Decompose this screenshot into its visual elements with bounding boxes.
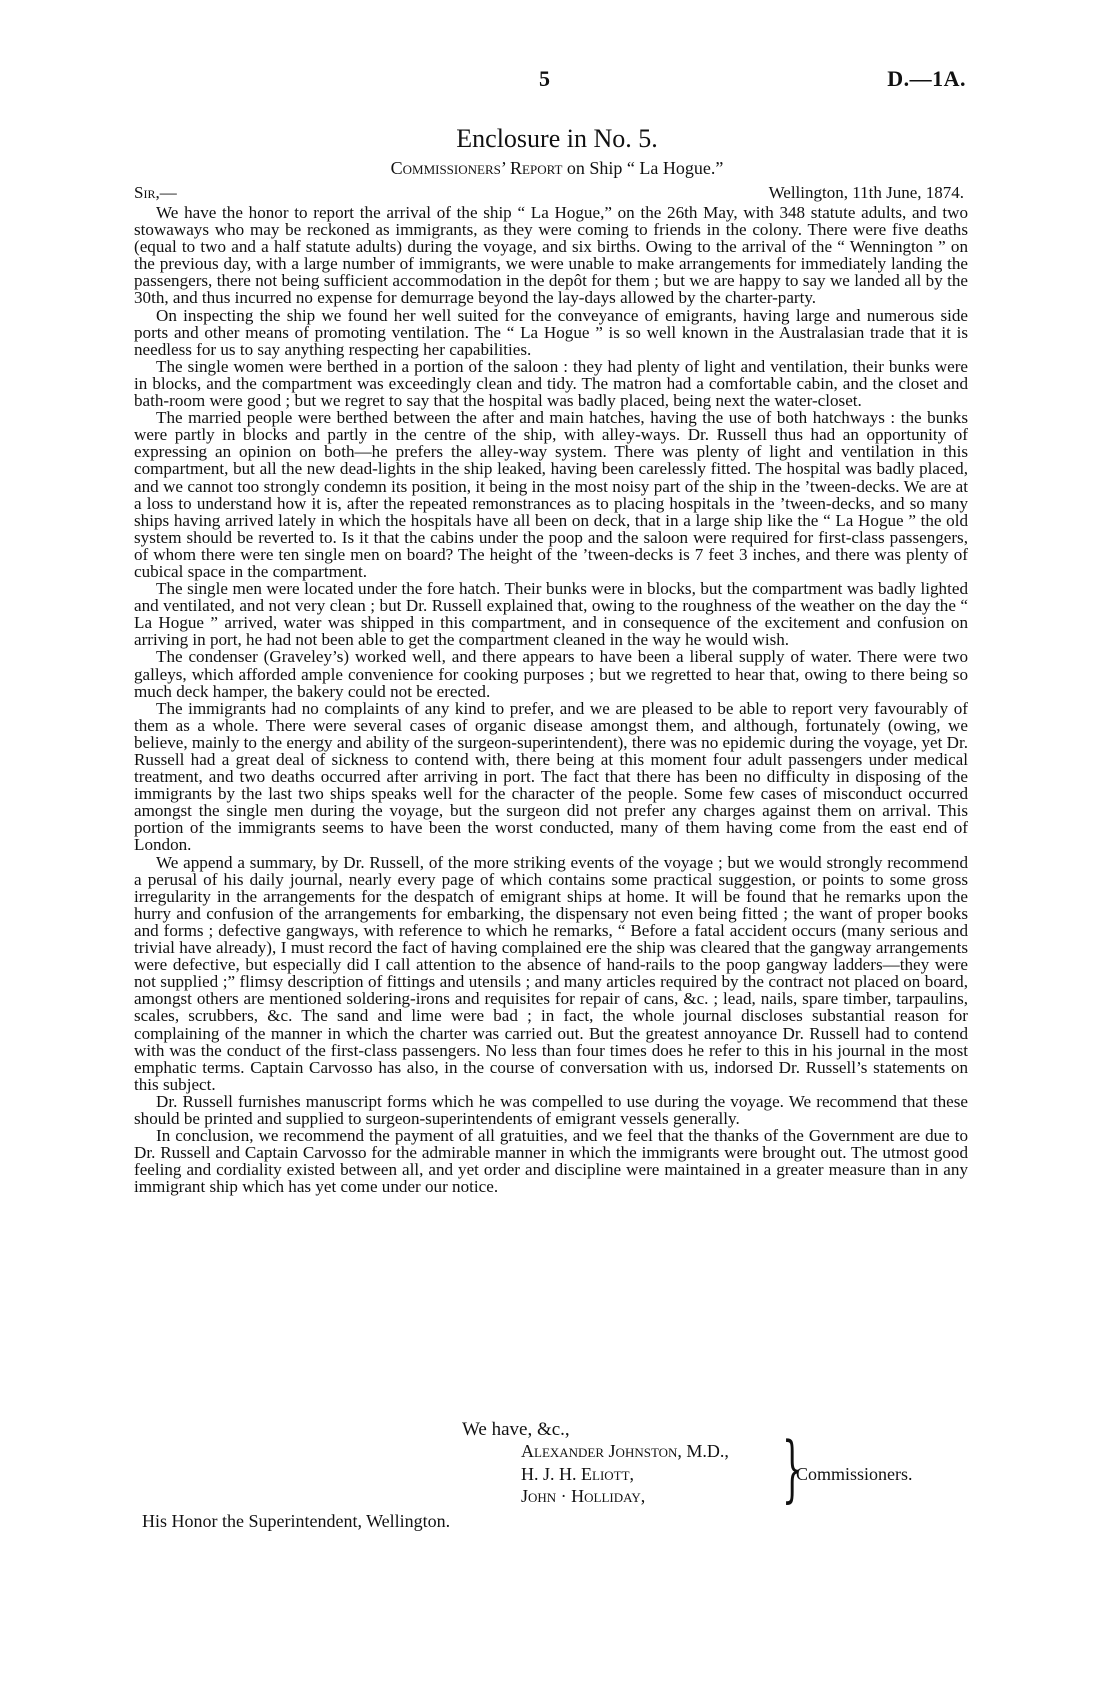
paragraph-inspection: On inspecting the ship we found her well suited for the conveyance of emigrants, having large and numerous side ports and other means of promoting ventilation. The “ La Hogue ” is so well known in the Australasian trade that it is needless for us to say anything respecting her capabilities. — [134, 305, 968, 359]
paragraph-arrival: We have the honor to report the arrival of the ship “ La Hogue,” on the 26th May, with 348 statute adults, and two stowaways who may be reckoned as immigrants, as they were coming to friends in the colony. There were five deaths (equal to two and a half statute adults) during the voyage, and six births. Owing to the arrival of the “ Wennington ” on the previous day, with a large number of immigrants, we were unable to make arrangements for immediately landing the passengers, there not being sufficient accommodation in the depôt for them ; but we are happy to say we landed all by the 30th, and thus incurred no expense for demurrage beyond the lay-days allowed by the charter-party. — [134, 203, 968, 308]
paragraph-married-people: The married people were berthed between the after and main hatches, having the use of both hatchways : the bunks were partly in blocks and partly in the centre of the ship, with alley-ways. Dr. Russell thus had an opportunity of expressing an opinion on both—he prefers the alley-way system. There was plenty of light and ventilation in this compartment, but all the new dead-lights in the ship leaked, having been carelessly fitted. The hospital was badly placed, and we cannot too strongly condemn its position, it being in the most noisy part of the ship in the ’tween-decks. We are at a loss to understand how it is, after the repeated remonstrances as to placing hospitals in the ’tween-decks, and so many ships having arrived lately in which the hospitals have all been on deck, that in a large ship like the “ La Hogue ” the old system should be reverted to. Is it that the cabins under the poop and the saloon were required for first-class passengers, of whom there were ten single men on board? The height of the ’tween-decks is 7 feet 3 inches, and there was plenty of cubical space in the compartment. — [134, 408, 968, 581]
signatory-johnston: Alexander Johnston, M.D., — [521, 1441, 729, 1461]
page-number: 5 — [539, 66, 550, 91]
document-code: D.—1A. — [887, 66, 966, 91]
report-subtitle-rest: on Ship “ La Hogue.” — [562, 158, 724, 178]
dateline: Wellington, 11th June, 1874. — [768, 183, 964, 202]
closing: We have, &c., — [462, 1419, 570, 1440]
paragraph-condenser: The condenser (Graveley’s) worked well, and there appears to have been a liberal supply of water. There were two galleys, which afforded ample convenience for cooking purposes ; but we regretted to hear that, owing to there being so much deck hamper, the bakery could not be erected. — [134, 647, 968, 701]
addressee: His Honor the Superintendent, Wellington. — [142, 1511, 451, 1531]
paragraph-immigrants: The immigrants had no complaints of any kind to prefer, and we are pleased to be able to report very favourably of them as a whole. There were several cases of organic disease amongst them, and although, fortunately (owing, we believe, mainly to the energy and ability of the surgeon-superintendent), there was no epidemic during the voyage, yet Dr. Russell had a great deal of sickness to contend with, there being at this moment four adult passengers under medical treatment, and two deaths occurred after arriving in port. The fact that there has been no difficulty in disposing of the immigrants by the last two ships speaks well for the character of the people. Some few cases of misconduct occurred amongst the single men during the voyage, but the surgeon did not prefer any charges against them on arrival. This portion of the immigrants seems to have been the worst conducted, many of them having come from the east end of London. — [134, 698, 968, 855]
signatories-brace: } — [782, 1426, 803, 1510]
paragraph-single-women: The single women were berthed in a portion of the saloon : they had plenty of light and ventilation, their bunks were in blocks, and the compartment was exceedingly clean and tidy. The matron had a comfortable cabin, and the closet and bath-room were good ; but we regret to say that the hospital was badly placed, being next the water-closet. — [134, 356, 968, 411]
signatory-role: Commissioners. — [796, 1464, 913, 1484]
report-subtitle-prefix: Commissioners’ Report — [390, 158, 563, 178]
signatory-holliday: John · Holliday, — [521, 1486, 646, 1506]
paragraph-summary: We append a summary, by Dr. Russell, of the more striking events of the voyage ; but we would strongly recommend a perusal of his daily journal, nearly every page of which contains some practical suggestion, or points to some gross irregularity in the arrangements for the despatch of emigrant ships at home. It will be found that he remarks upon the hurry and confusion of the arrangements for embarking, the dispensary not even being fitted ; the want of proper books and forms ; defective gangways, with reference to which he remarks, “ Before a fatal accident occurs (many serious and trivial have already), I must record the fact of having complained ere the ship was cleared that the gangway arrangements were defective, but especially did I call attention to the absence of hand-rails to the poop gangway ladders—they were not supplied ;” flimsy description of fittings and utensils ; and many articles required by the contract not placed on board, amongst others are mentioned soldering-irons and requisites for repair of cans, &c. ; lead, nails, spare timber, tarpaulins, scales, scrubbers, &c. The sand and lime were bad ; in fact, the whole journal discloses substantial reason for complaining of the manner in which the charter was carried out. But the greatest annoyance Dr. Russell had to contend with was the conduct of the first-class passengers. No less than four times does he refer to this in his journal in the most emphatic terms. Captain Carvosso has also, in the course of conversation with us, indorsed Dr. Russell’s statements on this subject. — [134, 852, 968, 1094]
paragraph-single-men: The single men were located under the fore hatch. Their bunks were in blocks, but the compartment was badly lighted and ventilated, and not very clean ; but Dr. Russell explained that, owing to the roughness of the weather on the day the “ La Hogue ” arrived, water was shipped in this compartment, and in consequence of the excitement and confusion on arriving in port, he had not been able to get the compartment cleaned in the way he would wish. — [134, 579, 968, 650]
report-subtitle — [0, 158, 1114, 179]
salutation: Sir,— — [134, 183, 177, 202]
letter-body — [134, 204, 968, 1195]
enclosure-title: Enclosure in No. 5. — [456, 124, 658, 153]
signatory-eliott: H. J. H. Eliott, — [521, 1464, 635, 1484]
paragraph-forms: Dr. Russell furnishes manuscript forms which he was compelled to use during the voyage. We recommend that these should be printed and supplied to surgeon-superintendents of emigrant vessels generally. — [134, 1091, 968, 1128]
paragraph-conclusion: In conclusion, we recommend the payment of all gratuities, and we feel that the thanks of the Government are due to Dr. Russell and Captain Carvosso for the admirable manner in which the immigrants were brought out. The utmost good feeling and cordiality existed between all, and yet order and discipline were maintained in a greater measure than in any immigrant ship which has yet come under our notice. — [134, 1126, 968, 1197]
